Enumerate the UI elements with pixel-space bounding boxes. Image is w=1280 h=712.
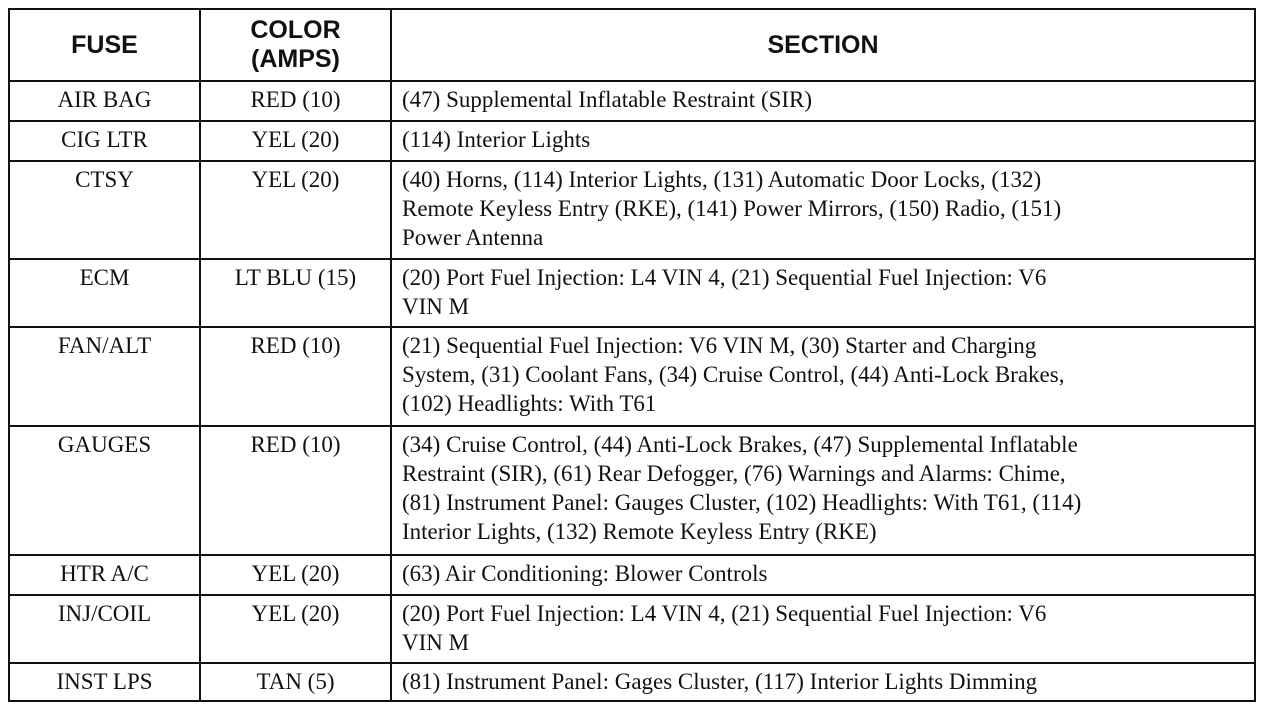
fuse-cell: CIG LTR [9,121,200,161]
section-line: VIN M [402,630,470,655]
section-line: (102) Headlights: With T61 [402,391,657,416]
header-fuse: FUSE [9,9,200,81]
section-cell: (63) Air Conditioning: Blower Controls [391,555,1255,595]
section-line: Interior Lights, (132) Remote Keyless Entry (RKE) [402,519,877,544]
section-cell: (47) Supplemental Inflatable Restraint (SIR) [391,81,1255,121]
section-cell [391,595,1255,663]
color-cell: RED (10) [200,81,391,121]
color-cell: YEL (20) [200,595,391,663]
fuse-cell: GAUGES [9,426,200,555]
fuse-cell: ECM [9,259,200,327]
table-row [9,555,1255,595]
section-line: (21) Sequential Fuel Injection: V6 VIN M, (30) Starter and Charging [402,333,1037,358]
table-row [9,663,1255,701]
color-cell: TAN (5) [200,663,391,701]
section-line: Power Antenna [402,225,544,250]
table-row [9,327,1255,426]
table-row [9,81,1255,121]
header-section: SECTION [391,9,1255,81]
fuse-cell: FAN/ALT [9,327,200,426]
section-line: (20) Port Fuel Injection: L4 VIN 4, (21) Sequential Fuel Injection: V6 [402,601,1047,626]
fuse-cell: INJ/COIL [9,595,200,663]
table-row [9,161,1255,259]
color-cell: YEL (20) [200,161,391,259]
color-cell: YEL (20) [200,555,391,595]
header-color [200,9,391,81]
section-cell [391,161,1255,259]
header-color-line1: COLOR [250,16,341,44]
section-line: (40) Horns, (114) Interior Lights, (131) Automatic Door Locks, (132) [402,167,1042,192]
section-cell: (81) Instrument Panel: Gages Cluster, (117) Interior Lights Dimming [391,663,1255,701]
fuse-cell: CTSY [9,161,200,259]
color-cell: YEL (20) [200,121,391,161]
color-cell: RED (10) [200,426,391,555]
section-line: VIN M [402,294,470,319]
section-line: Restraint (SIR), (61) Rear Defogger, (76) Warnings and Alarms: Chime, [402,461,1066,486]
fuse-cell: AIR BAG [9,81,200,121]
color-cell: RED (10) [200,327,391,426]
section-line: System, (31) Coolant Fans, (34) Cruise Control, (44) Anti-Lock Brakes, [402,362,1065,387]
section-line: (34) Cruise Control, (44) Anti-Lock Brakes, (47) Supplemental Inflatable [402,432,1078,457]
section-line: (81) Instrument Panel: Gauges Cluster, (102) Headlights: With T61, (114) [402,490,1082,515]
table-row [9,121,1255,161]
table-row [9,426,1255,555]
fuse-table [8,8,1256,702]
section-cell [391,327,1255,426]
fuse-cell: HTR A/C [9,555,200,595]
color-cell: LT BLU (15) [200,259,391,327]
section-line: (20) Port Fuel Injection: L4 VIN 4, (21) Sequential Fuel Injection: V6 [402,265,1047,290]
header-row [9,9,1255,81]
fuse-cell: INST LPS [9,663,200,701]
table-row [9,595,1255,663]
section-cell: (114) Interior Lights [391,121,1255,161]
section-line: Remote Keyless Entry (RKE), (141) Power Mirrors, (150) Radio, (151) [402,196,1062,221]
header-color-line2: (AMPS) [251,45,340,73]
section-cell [391,426,1255,555]
section-cell [391,259,1255,327]
table-row [9,259,1255,327]
